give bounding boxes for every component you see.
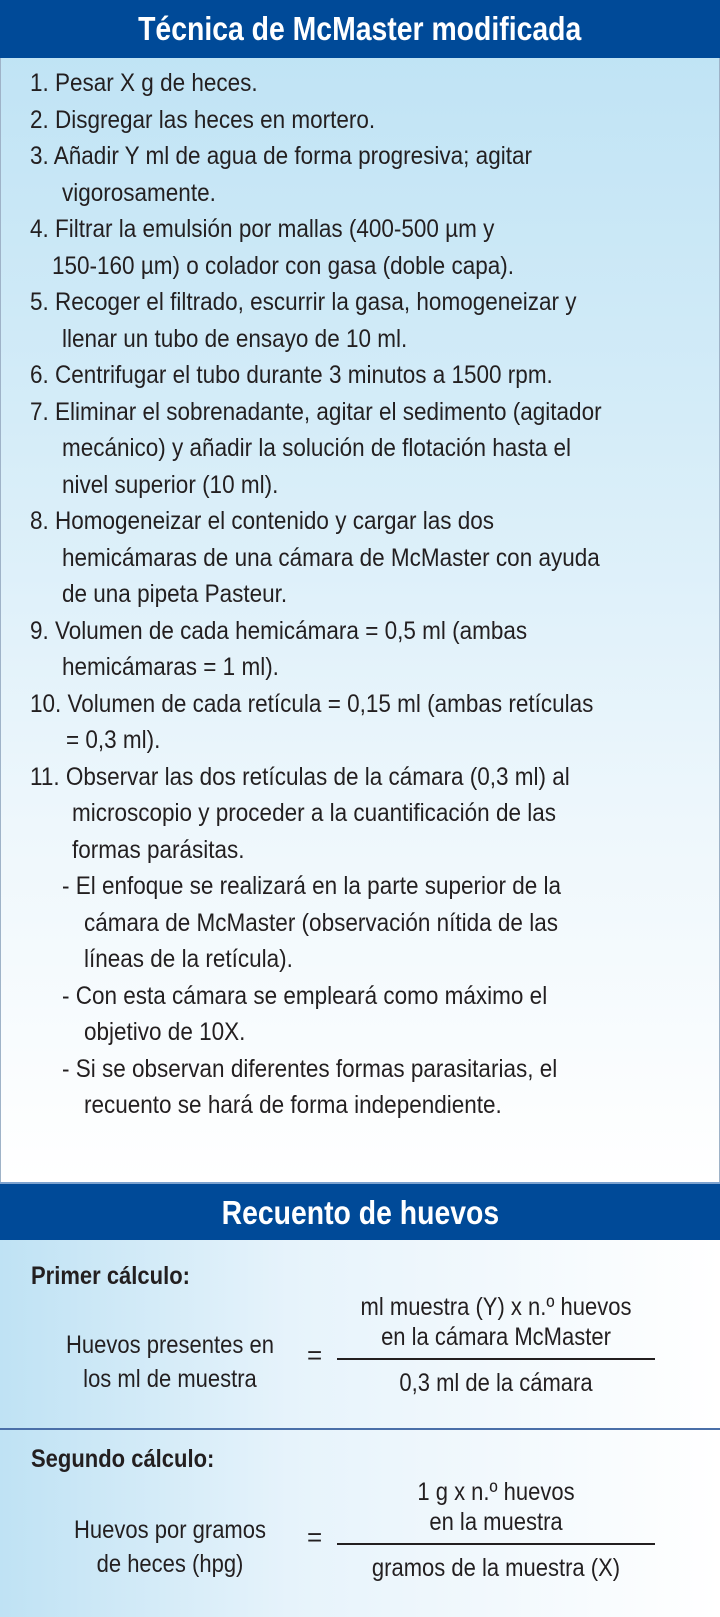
step-line: vigorosamente.: [62, 178, 216, 207]
denominator: gramos de la muestra (X): [371, 1554, 621, 1582]
equals-sign: =: [307, 1340, 323, 1370]
step-line: objetivo de 10X.: [84, 1018, 246, 1046]
second-calculation: [0, 1430, 720, 1617]
step-line: 5. Recoger el filtrado, escurrir la gasa, homogeneizar y: [30, 288, 577, 316]
procedure-header: [0, 0, 720, 58]
step-line: 11. Observar las dos retículas de la cámara (0,3 ml) al: [30, 762, 570, 791]
formula-lhs: [56, 1513, 285, 1581]
step-line: 4. Filtrar la emulsión por mallas (400-500 µm y: [30, 215, 495, 243]
numerator: [356, 1292, 636, 1352]
fraction-bar: [337, 1543, 655, 1545]
step-line: de una pipeta Pasteur.: [62, 580, 288, 608]
step-line: - Si se observan diferentes formas parasitarias, el: [62, 1054, 558, 1083]
step-line: mecánico) y añadir la solución de flotación hasta el: [62, 434, 572, 462]
numerator-line: en la muestra: [429, 1508, 563, 1536]
step-line: 9. Volumen de cada hemicámara = 0,5 ml (ambas: [30, 616, 528, 645]
procedure-title: Técnica de McMaster modificada: [138, 10, 582, 47]
step-line: formas parásitas.: [72, 835, 245, 864]
step-line: 2. Disgregar las heces en mortero.: [30, 105, 376, 134]
lhs-line: Huevos por gramos: [74, 1516, 266, 1544]
step-line: cámara de McMaster (observación nítida de las: [84, 908, 558, 937]
first-calculation: [0, 1240, 720, 1430]
fraction-bar: [337, 1358, 655, 1360]
numerator-line: ml muestra (Y) x n.º huevos: [360, 1293, 632, 1321]
count-header: [0, 1182, 720, 1242]
step-line: nivel superior (10 ml).: [62, 470, 279, 499]
numerator-line: 1 g x n.º huevos: [417, 1478, 575, 1506]
step-line: hemicámaras de una cámara de McMaster con ayuda: [62, 543, 600, 572]
step-line: llenar un tubo de ensayo de 10 ml.: [62, 324, 408, 353]
step-line: 3. Añadir Y ml de agua de forma progresiva; agitar: [30, 142, 532, 170]
calc-label: Primer cálculo:: [31, 1262, 190, 1290]
fraction: [337, 1477, 655, 1583]
count-title: Recuento de huevos: [221, 1194, 499, 1231]
denominator: 0,3 ml de la cámara: [399, 1369, 593, 1397]
numerator: [356, 1477, 636, 1537]
lhs-line: los ml de muestra: [83, 1365, 257, 1393]
step-line: recuento se hará de forma independiente.: [84, 1091, 502, 1119]
step-line: - El enfoque se realizará en la parte superior de la: [62, 872, 562, 900]
step-line: - Con esta cámara se empleará como máximo el: [62, 981, 548, 1010]
step-line: microscopio y proceder a la cuantificación de las: [72, 799, 557, 827]
lhs-line: de heces (hpg): [96, 1550, 244, 1578]
calc-label: Segundo cálculo:: [31, 1445, 215, 1473]
step-line: 6. Centrifugar el tubo durante 3 minutos a 1500 rpm.: [30, 361, 553, 389]
fraction: [337, 1292, 655, 1398]
step-line: = 0,3 ml).: [66, 726, 161, 754]
step-line: 7. Eliminar el sobrenadante, agitar el sedimento (agitador: [30, 397, 602, 426]
step-line: 150-160 µm) o colador con gasa (doble capa).: [52, 251, 514, 280]
formula-lhs: [56, 1328, 285, 1396]
step-line: 8. Homogeneizar el contenido y cargar las dos: [30, 507, 495, 535]
step-line: 1. Pesar X g de heces.: [30, 69, 258, 97]
lhs-line: Huevos presentes en: [66, 1331, 274, 1359]
numerator-line: en la cámara McMaster: [381, 1323, 611, 1351]
step-line: líneas de la retícula).: [84, 945, 293, 973]
step-line: 10. Volumen de cada retícula = 0,15 ml (ambas retículas: [30, 689, 594, 718]
equals-sign: =: [307, 1522, 323, 1552]
step-line: hemicámaras = 1 ml).: [62, 653, 279, 681]
